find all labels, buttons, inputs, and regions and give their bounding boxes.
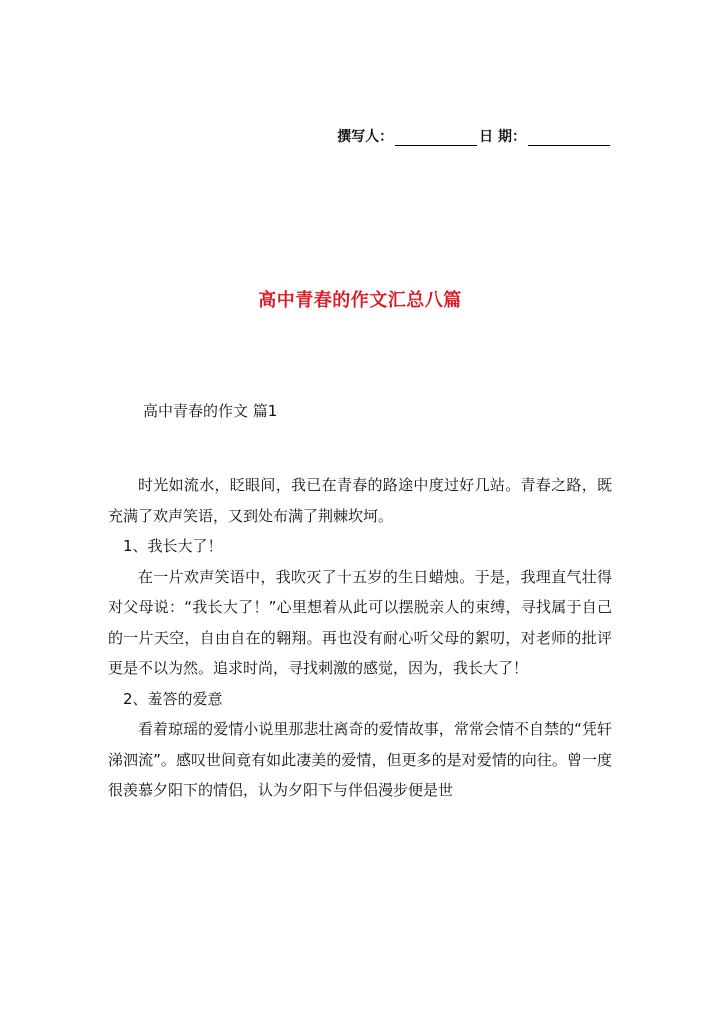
document-header <box>337 126 612 146</box>
date-blank-line <box>528 131 610 146</box>
paragraph: 看着琼瑶的爱情小说里那悲壮离奇的爱情故事，常常会情不自禁的“凭轩涕泗流”。感叹世间竟有如此凄美的爱情，但更多的是对爱情的向往。曾一度很羡慕夕阳下的情侣，认为夕阳下与伴侣漫步便是世 <box>108 720 612 799</box>
paragraph: 时光如流水，眨眼间，我已在青春的路途中度过好几站。青春之路，既充满了欢声笑语，又到处布满了荆棘坎坷。 <box>108 476 612 525</box>
document-title: 高中青春的作文汇总八篇 <box>258 290 462 311</box>
date-label: 日 期： <box>479 129 526 145</box>
body-text <box>108 470 612 806</box>
list-item-heading: 1、我长大了！ <box>123 537 223 555</box>
author-blank-line <box>395 131 477 146</box>
paragraph: 在一片欢声笑语中，我吹灭了十五岁的生日蜡烛。于是，我理直气壮得对父母说：“我长大了！”心里想着从此可以摆脱亲人的束缚，寻找属于自己的一片天空，自由自在的翱翔。再也没有耐心听父母的絮叨，对老师的批评更是不以为然。追求时尚，寻找刺激的感觉，因为，我长大了！ <box>108 567 612 677</box>
section-heading: 高中青春的作文 篇1 <box>143 402 278 420</box>
list-item-heading: 2、羞答的爱意 <box>123 689 223 708</box>
author-label: 撰写人： <box>337 129 394 145</box>
